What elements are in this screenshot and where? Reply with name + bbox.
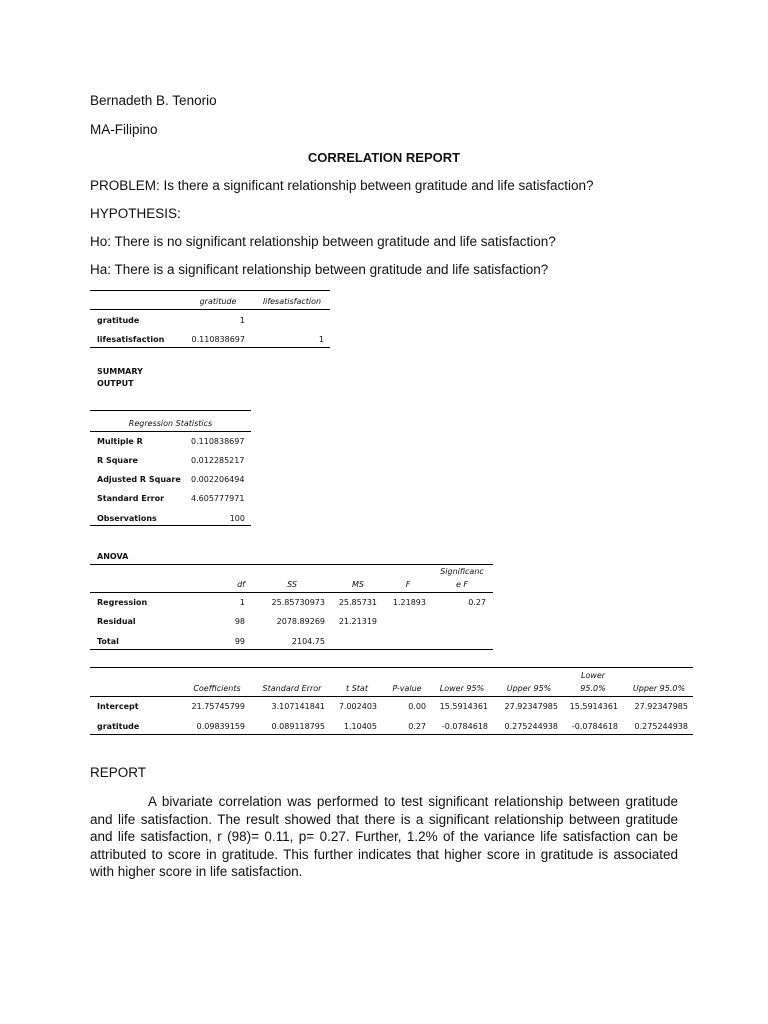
table-cell: 0.110838697	[191, 335, 245, 344]
column-header: e F	[455, 580, 469, 589]
table-cell: 0.27	[468, 598, 486, 607]
table-cell: 100	[229, 514, 245, 523]
column-header: gratitude	[199, 297, 237, 306]
table-rule	[90, 309, 330, 310]
table-rule	[90, 667, 693, 668]
column-header: F	[405, 580, 411, 589]
report-title: CORRELATION REPORT	[307, 150, 461, 165]
table-rule	[90, 564, 493, 565]
table-cell: 2104.75	[291, 637, 325, 646]
table-cell: 1.21893	[392, 598, 426, 607]
column-header: Standard Error	[262, 684, 322, 693]
row-label: R Square	[97, 456, 138, 465]
row-label: Intercept	[97, 702, 139, 711]
table-rule	[90, 592, 493, 593]
column-header: lifesatisfaction	[262, 297, 322, 306]
table-cell: 0.089118795	[271, 722, 325, 731]
table-cell: 7.002403	[338, 702, 377, 711]
row-label: Observations	[97, 514, 157, 523]
column-header: Significanc	[440, 567, 484, 576]
table-rule	[90, 347, 330, 348]
table-rule	[90, 734, 693, 735]
table-cell: 0.002206494	[191, 475, 245, 484]
hypothesis-label: HYPOTHESIS:	[90, 206, 181, 221]
row-label: Regression	[97, 598, 148, 607]
null-hypothesis: Ho: There is no significant relationship between gratitude and life satisfaction?	[90, 234, 556, 249]
table-rule	[90, 431, 251, 432]
report-heading: REPORT	[90, 765, 147, 780]
column-header: 95.0%	[580, 684, 606, 693]
table-rule	[90, 410, 251, 411]
table-rule	[90, 649, 493, 650]
column-header: Lower 95%	[439, 684, 485, 693]
report-paragraph: A bivariate correlation was performed to test significant relationship between gratitude and life satisfaction. The result showed that there is a significant relationship between gratitude and life satisfaction, r (98)= 0.11, p= 0.27. Further, 1.2% of the variance life satisfaction can be attributed to score in gratitude. This further indicates that higher score in gratitude is associated with higher score in life satisfaction.	[90, 794, 678, 879]
table-cell: 25.85730973	[271, 598, 325, 607]
table-cell: 3.107141841	[271, 702, 325, 711]
column-header: Upper 95%	[506, 684, 552, 693]
table-header: Regression Statistics	[128, 419, 213, 428]
row-label: Adjusted R Square	[97, 475, 181, 484]
column-header: Lower	[580, 671, 606, 680]
row-label: lifesatisfaction	[97, 335, 165, 344]
row-label: Total	[97, 637, 119, 646]
table-rule	[90, 290, 330, 291]
table-cell: 0.27	[408, 722, 426, 731]
row-label: gratitude	[97, 316, 140, 325]
table-cell: 4.605777971	[191, 494, 245, 503]
table-cell: 0.110838697	[191, 437, 245, 446]
table-cell: 0.09839159	[196, 722, 245, 731]
row-label: Multiple R	[97, 437, 143, 446]
anova-label: ANOVA	[97, 552, 129, 561]
row-label: gratitude	[97, 722, 140, 731]
column-header: P-value	[392, 684, 422, 693]
column-header: SS	[287, 580, 297, 589]
table-cell: 1	[239, 598, 245, 607]
column-header: df	[237, 580, 245, 589]
table-cell: 98	[234, 617, 245, 626]
table-cell: 99	[234, 637, 245, 646]
table-cell: -0.0784618	[571, 722, 618, 731]
table-cell: 15.5914361	[439, 702, 488, 711]
table-cell: 1	[318, 335, 324, 344]
row-label: Residual	[97, 617, 136, 626]
table-cell: 25.85731	[338, 598, 377, 607]
summary-output-label: OUTPUT	[97, 379, 134, 388]
column-header: t Stat	[346, 684, 368, 693]
table-cell: 0.00	[408, 702, 426, 711]
author-name: Bernadeth B. Tenorio	[90, 93, 217, 108]
table-cell: 27.92347985	[504, 702, 558, 711]
problem-statement: PROBLEM: Is there a significant relationship between gratitude and life satisfaction?	[90, 178, 594, 193]
column-header: Coefficients	[193, 684, 241, 693]
table-cell: 27.92347985	[634, 702, 688, 711]
row-label: Standard Error	[97, 494, 165, 503]
table-cell: 21.21319	[338, 617, 377, 626]
column-header: Upper 95.0%	[632, 684, 686, 693]
table-rule	[90, 696, 693, 697]
summary-output-label: SUMMARY	[97, 367, 143, 376]
table-cell: 0.275244938	[504, 722, 558, 731]
table-cell: -0.0784618	[441, 722, 488, 731]
table-cell: 0.275244938	[634, 722, 688, 731]
table-cell: 1.10405	[343, 722, 377, 731]
program-name: MA-Filipino	[90, 122, 158, 137]
table-cell: 15.5914361	[569, 702, 618, 711]
table-cell: 0.012285217	[191, 456, 245, 465]
table-rule	[90, 525, 251, 526]
table-cell: 2078.89269	[276, 617, 325, 626]
alternative-hypothesis: Ha: There is a significant relationship between gratitude and life satisfaction?	[90, 262, 549, 277]
table-cell: 1	[239, 316, 245, 325]
column-header: MS	[352, 580, 364, 589]
table-cell: 21.75745799	[191, 702, 245, 711]
